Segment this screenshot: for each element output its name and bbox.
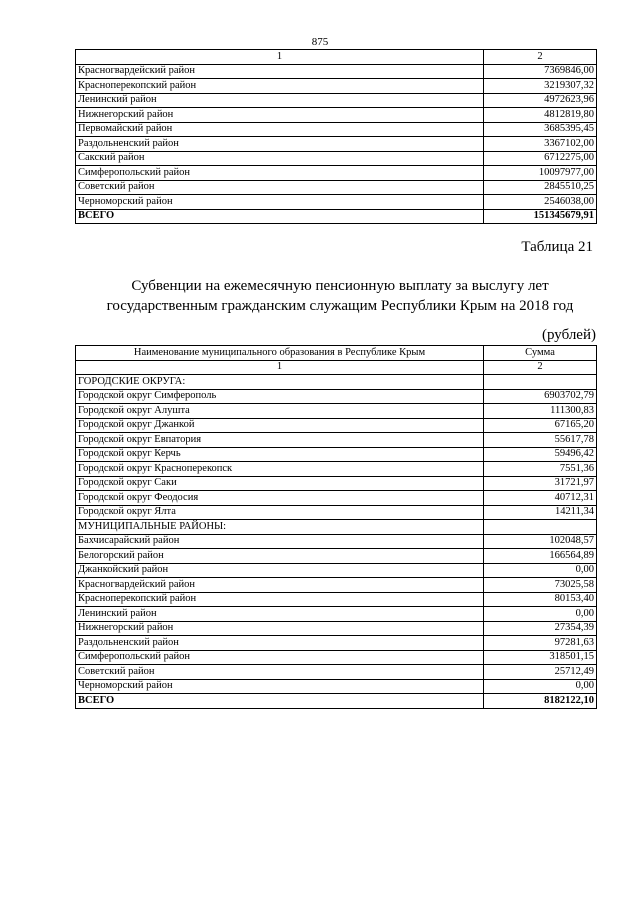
subvention-table bbox=[75, 345, 597, 709]
row-value: 67165,20 bbox=[484, 418, 597, 433]
row-name: Красноперекопский район bbox=[76, 592, 484, 607]
row-name: Белогорский район bbox=[76, 549, 484, 564]
table-row bbox=[76, 79, 597, 94]
row-name: Советский район bbox=[76, 180, 484, 195]
table-row bbox=[76, 607, 597, 622]
row-value: 8182122,10 bbox=[484, 694, 597, 709]
table-row bbox=[76, 389, 597, 404]
table-row bbox=[76, 151, 597, 166]
empty-cell bbox=[484, 375, 597, 390]
column-header-sum: Сумма bbox=[484, 346, 597, 361]
row-value: 31721,97 bbox=[484, 476, 597, 491]
table-row bbox=[76, 621, 597, 636]
row-name: Городской округ Евпатория bbox=[76, 433, 484, 448]
table-row bbox=[76, 433, 597, 448]
row-value: 27354,39 bbox=[484, 621, 597, 636]
table-row bbox=[76, 404, 597, 419]
row-value: 59496,42 bbox=[484, 447, 597, 462]
row-name: Городской округ Керчь bbox=[76, 447, 484, 462]
table-row bbox=[76, 476, 597, 491]
row-value: 4972623,96 bbox=[484, 93, 597, 108]
row-value: 0,00 bbox=[484, 679, 597, 694]
table-row bbox=[76, 549, 597, 564]
row-value: 318501,15 bbox=[484, 650, 597, 665]
column-number: 1 bbox=[76, 50, 484, 65]
row-name: Черноморский район bbox=[76, 679, 484, 694]
section-heading: МУНИЦИПАЛЬНЫЕ РАЙОНЫ: bbox=[76, 520, 484, 535]
table-row bbox=[76, 360, 597, 375]
table-row bbox=[76, 636, 597, 651]
table-row bbox=[76, 563, 597, 578]
row-value: 102048,57 bbox=[484, 534, 597, 549]
row-name: Красногвардейский район bbox=[76, 578, 484, 593]
table-row bbox=[76, 166, 597, 181]
row-value: 6712275,00 bbox=[484, 151, 597, 166]
row-name: Ленинский район bbox=[76, 607, 484, 622]
row-name: Нижнегорский район bbox=[76, 621, 484, 636]
column-number: 2 bbox=[484, 360, 597, 375]
table-row bbox=[76, 50, 597, 65]
table-row bbox=[76, 137, 597, 152]
table-row bbox=[76, 195, 597, 210]
row-value: 3219307,32 bbox=[484, 79, 597, 94]
column-number: 1 bbox=[76, 360, 484, 375]
row-value: 10097977,00 bbox=[484, 166, 597, 181]
page-number: 875 bbox=[311, 36, 329, 48]
row-name: ВСЕГО bbox=[76, 209, 484, 224]
table-title-line: Субвенции на ежемесячную пенсионную выплату за выслугу лет bbox=[131, 278, 549, 294]
column-header-name: Наименование муниципального образования в Республике Крым bbox=[76, 346, 484, 361]
header-row bbox=[76, 346, 597, 361]
row-value: 7369846,00 bbox=[484, 64, 597, 79]
table-row bbox=[76, 650, 597, 665]
row-name: Симферопольский район bbox=[76, 166, 484, 181]
total-row bbox=[76, 694, 597, 709]
row-value: 3685395,45 bbox=[484, 122, 597, 137]
row-name: Городской округ Джанкой bbox=[76, 418, 484, 433]
row-value: 73025,58 bbox=[484, 578, 597, 593]
row-name: Раздольненский район bbox=[76, 137, 484, 152]
table-title-line: государственным гражданским служащим Республики Крым на 2018 год bbox=[106, 298, 574, 314]
row-value: 80153,40 bbox=[484, 592, 597, 607]
table-row bbox=[76, 491, 597, 506]
row-name: Городской округ Симферополь bbox=[76, 389, 484, 404]
column-number: 2 bbox=[484, 50, 597, 65]
row-value: 2546038,00 bbox=[484, 195, 597, 210]
row-value: 25712,49 bbox=[484, 665, 597, 680]
row-name: ВСЕГО bbox=[76, 694, 484, 709]
row-name: Городской округ Красноперекопск bbox=[76, 462, 484, 477]
row-value: 166564,89 bbox=[484, 549, 597, 564]
row-value: 151345679,91 bbox=[484, 209, 597, 224]
row-name: Симферопольский район bbox=[76, 650, 484, 665]
row-value: 2845510,25 bbox=[484, 180, 597, 195]
row-value: 0,00 bbox=[484, 607, 597, 622]
row-value: 55617,78 bbox=[484, 433, 597, 448]
row-value: 40712,31 bbox=[484, 491, 597, 506]
row-name: Городской округ Ялта bbox=[76, 505, 484, 520]
table-row bbox=[76, 447, 597, 462]
total-row bbox=[76, 209, 597, 224]
row-name: Красноперекопский район bbox=[76, 79, 484, 94]
table-row bbox=[76, 108, 597, 123]
table-title bbox=[0, 276, 640, 316]
table-row bbox=[76, 592, 597, 607]
top-table bbox=[75, 49, 597, 224]
table-row bbox=[76, 122, 597, 137]
row-name: Городской округ Феодосия bbox=[76, 491, 484, 506]
table-row bbox=[76, 462, 597, 477]
table-row bbox=[76, 418, 597, 433]
row-value: 6903702,79 bbox=[484, 389, 597, 404]
row-value: 111300,83 bbox=[484, 404, 597, 419]
table-row bbox=[76, 180, 597, 195]
row-value: 4812819,80 bbox=[484, 108, 597, 123]
row-name: Джанкойский район bbox=[76, 563, 484, 578]
table-row bbox=[76, 679, 597, 694]
row-value: 14211,34 bbox=[484, 505, 597, 520]
row-value: 3367102,00 bbox=[484, 137, 597, 152]
table-label: Таблица 21 bbox=[521, 239, 593, 255]
table-row bbox=[76, 665, 597, 680]
section-row bbox=[76, 520, 597, 535]
section-heading: ГОРОДСКИЕ ОКРУГА: bbox=[76, 375, 484, 390]
table-row bbox=[76, 578, 597, 593]
row-name: Черноморский район bbox=[76, 195, 484, 210]
table-row bbox=[76, 93, 597, 108]
section-row bbox=[76, 375, 597, 390]
row-name: Бахчисарайский район bbox=[76, 534, 484, 549]
table-row bbox=[76, 64, 597, 79]
row-name: Городской округ Алушта bbox=[76, 404, 484, 419]
table-row bbox=[76, 505, 597, 520]
unit-label: (рублей) bbox=[541, 327, 596, 343]
row-value: 7551,36 bbox=[484, 462, 597, 477]
row-name: Красногвардейский район bbox=[76, 64, 484, 79]
row-name: Сакский район bbox=[76, 151, 484, 166]
table-row bbox=[76, 534, 597, 549]
row-name: Нижнегорский район bbox=[76, 108, 484, 123]
row-name: Раздольненский район bbox=[76, 636, 484, 651]
row-name: Советский район bbox=[76, 665, 484, 680]
empty-cell bbox=[484, 520, 597, 535]
row-name: Городской округ Саки bbox=[76, 476, 484, 491]
row-value: 97281,63 bbox=[484, 636, 597, 651]
row-name: Первомайский район bbox=[76, 122, 484, 137]
row-value: 0,00 bbox=[484, 563, 597, 578]
row-name: Ленинский район bbox=[76, 93, 484, 108]
